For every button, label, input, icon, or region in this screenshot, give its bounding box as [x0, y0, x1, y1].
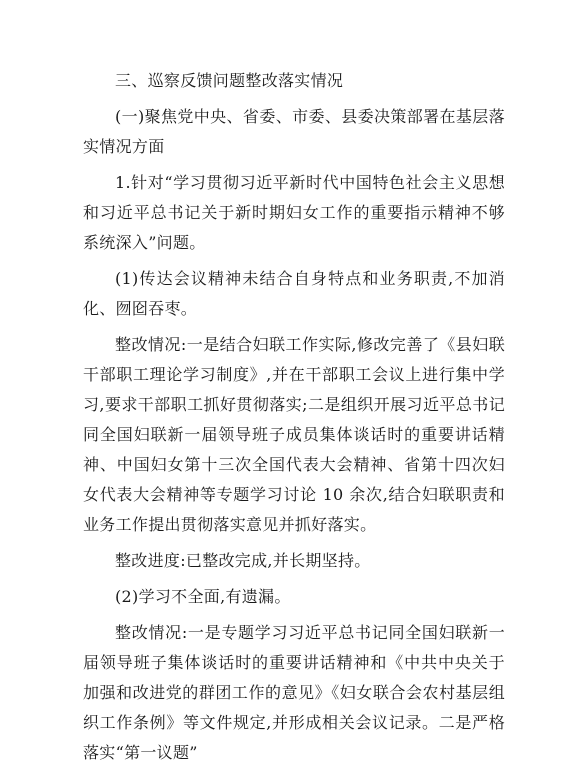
section-heading: 三、巡察反馈问题整改落实情况: [115, 71, 344, 90]
subsection-heading: (一)聚焦党中央、省委、市委、县委决策部署在基层落实情况方面: [83, 107, 505, 156]
document-body: [83, 66, 505, 768]
progress-paragraph-1: 整改进度:已整改完成,并长期坚持。: [115, 551, 371, 570]
issue-paragraph-2: (2)学习不全面,有遗漏。: [115, 587, 291, 606]
issue-paragraph-1: (1)传达会议精神未结合自身特点和业务职责,不加消化、囫囵吞枣。: [83, 269, 505, 318]
rectification-paragraph-2: 整改情况:一是专题学习习近平总书记同全国妇联新一届领导班子集体谈话时的重要讲话精神和《中共中央关于加强和改进党的群团工作的意见》《妇女联合会农村基层组织工作条例》等文件规定,并形成相关会议记录。二是严格落实“第一议题”: [83, 623, 505, 762]
item-paragraph: 1.针对“学习贯彻习近平新时代中国特色社会主义思想和习近平总书记关于新时期妇女工作的重要指示精神不够系统深入”问题。: [83, 173, 505, 252]
rectification-paragraph-1: 整改情况:一是结合妇联工作实际,修改完善了《县妇联干部职工理论学习制度》,并在干部职工会议上进行集中学习,要求干部职工抓好贯彻落实;二是组织开展习近平总书记同全国妇联新一届领导班子成员集体谈话时的重要讲话精神、中国妇女第十三次全国代表大会精神、省第十四次妇女代表大会精神等专题学习讨论 10 余次,结合妇联职责和业务工作提出贯彻落实意见并抓好落实。: [83, 335, 505, 534]
